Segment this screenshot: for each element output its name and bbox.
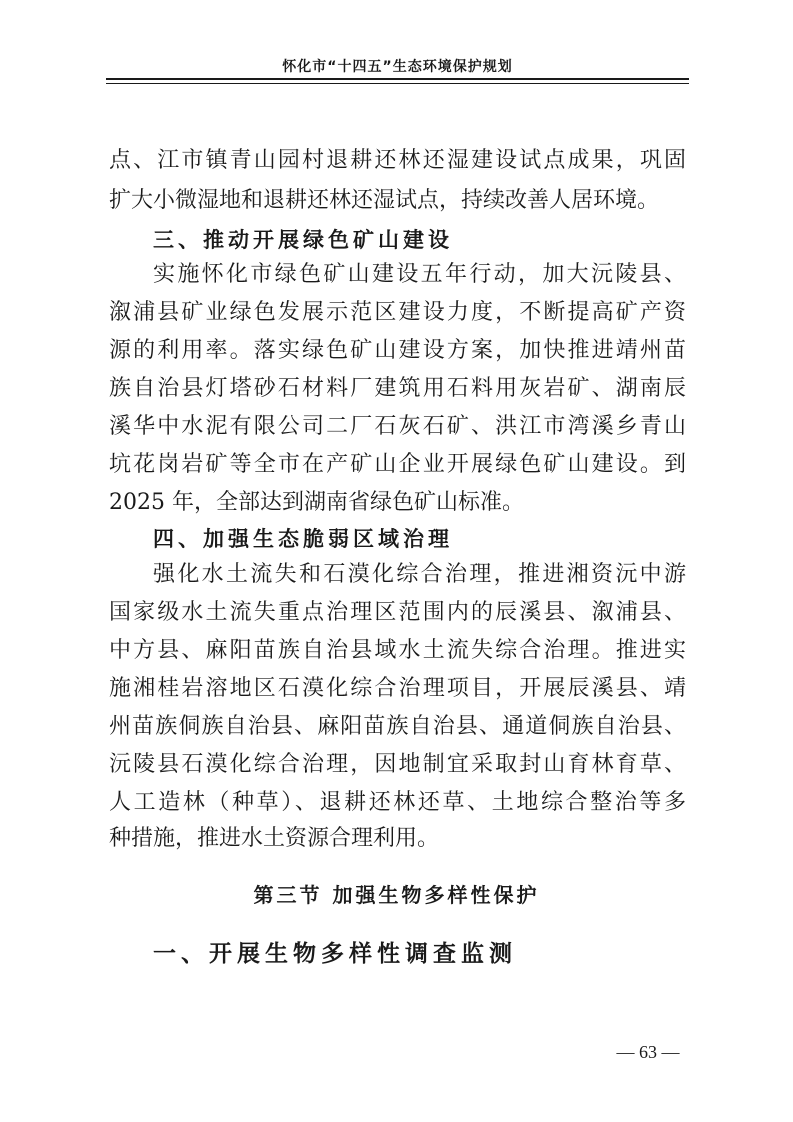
body-line: 实施怀化市绿色矿山建设五年行动，加大沅陵县、	[153, 262, 686, 287]
body-line: 国家级水土流失重点治理区范围内的辰溪县、溆浦县、	[109, 600, 686, 625]
body-line: 州苗族侗族自治县、麻阳苗族自治县、通道侗族自治县、	[109, 714, 686, 739]
running-header: 怀化市“十四五”生态环境保护规划	[282, 59, 513, 75]
body-line: 源的利用率。落实绿色矿山建设方案，加快推进靖州苗	[109, 338, 686, 363]
heading-sec4: 四、加强生态脆弱区域治理	[153, 527, 453, 551]
body-line: 施湘桂岩溶地区石漠化综合治理项目，开展辰溪县、靖	[109, 676, 686, 701]
heading-sec3: 三、推动开展绿色矿山建设	[153, 228, 453, 252]
header-rule-thick	[106, 78, 689, 80]
body-line: 族自治县灯塔砂石材料厂建筑用石料用灰岩矿、湖南辰	[109, 376, 686, 401]
page-number: — 63 —	[616, 1042, 680, 1062]
section-title: 第三节 加强生物多样性保护	[253, 883, 540, 907]
body-line: 溆浦县矿业绿色发展示范区建设力度，不断提高矿产资	[109, 300, 686, 325]
body-line: 坑花岗岩矿等全市在产矿山企业开展绿色矿山建设。到	[109, 452, 686, 477]
body-line: 中方县、麻阳苗族自治县域水土流失综合治理。推进实	[109, 638, 686, 663]
subheading: 一、开展生物多样性调查监测	[153, 941, 517, 967]
header-rule-thin	[106, 83, 689, 84]
body-line: 强化水土流失和石漠化综合治理，推进湘资沅中游	[153, 562, 686, 587]
body-line: 扩大小微湿地和退耕还林还湿试点，持续改善人居环境。	[109, 188, 660, 213]
body-line: 2025 年，全部达到湖南省绿色矿山标准。	[109, 490, 524, 515]
body-line: 沅陵县石漠化综合治理，因地制宜采取封山育林育草、	[109, 752, 686, 777]
body-line: 点、江市镇青山园村退耕还林还湿建设试点成果，巩固	[109, 148, 686, 173]
body-line: 种措施，推进水土资源合理利用。	[109, 826, 440, 851]
body-line: 溪华中水泥有限公司二厂石灰石矿、洪江市湾溪乡青山	[109, 414, 686, 439]
body-line: 人工造林（种草）、退耕还林还草、土地综合整治等多	[109, 790, 686, 815]
